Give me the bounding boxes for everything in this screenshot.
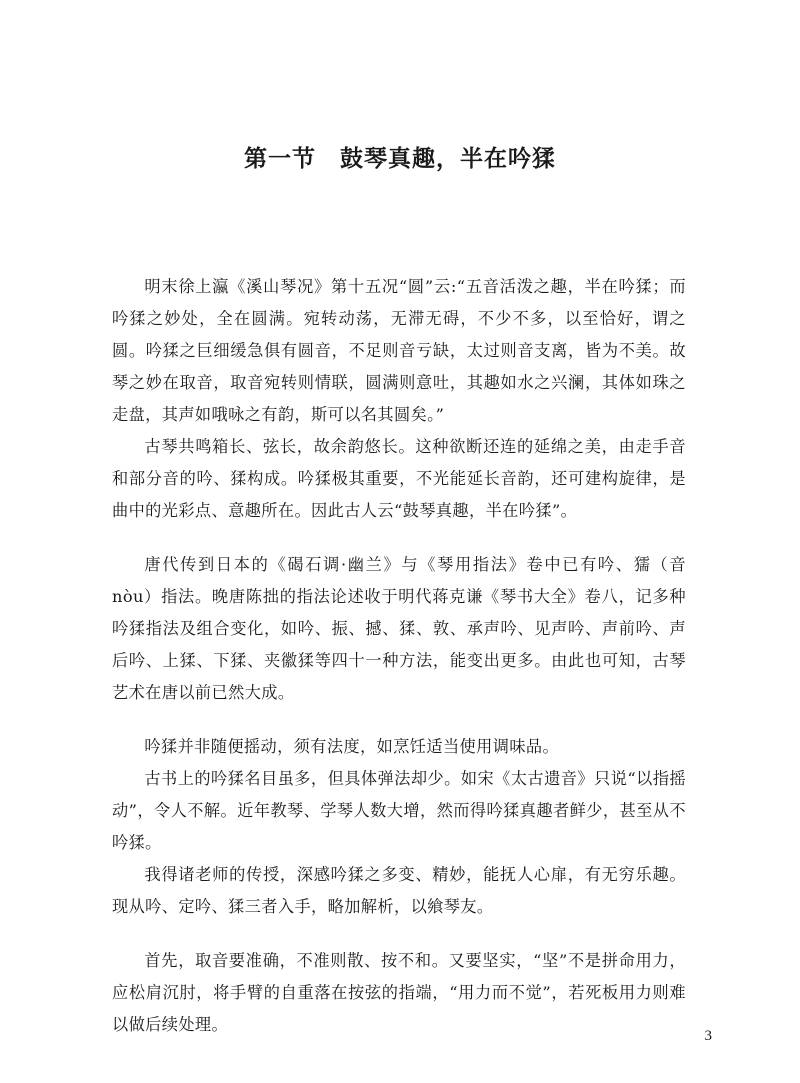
section-title: 第一节 鼓琴真趣，半在吟猱 [244, 146, 556, 172]
paragraph-7: 首先，取音要准确，不准则散、按不和。又要坚实，“坚”不是拼命用力，应松肩沉肘，将手臂的自重落在按弦的指端，“用力而不觉”，若死板用力则难以做后续处理。 [112, 951, 686, 1034]
paragraph-gap [112, 527, 686, 549]
paragraph-4: 吟猱并非随便摇动，须有法度，如烹饪适当使用调味品。 [144, 737, 560, 756]
paragraph-3: 唐代传到日本的《碣石调·幽兰》与《琴用指法》卷中已有吟、獳（音nòu）指法。晚唐陈拙的指法论述收于明代蒋克谦《琴书大全》卷八，记多种吟猱指法及组合变化，如吟、振、撼、猱、敦、承声吟、见声吟、声前吟、声后吟、上猱、下猱、夹徽猱等四十一种方法，能变出更多。由此也可知，古琴艺术在唐以前已然大成。 [112, 555, 686, 702]
paragraph-gap [112, 923, 686, 945]
paragraph-gap [112, 709, 686, 731]
paragraph-2: 古琴共鸣箱长、弦长，故余韵悠长。这种欲断还连的延绵之美，由走手音和部分音的吟、猱构成。吟猱极其重要，不光能延长音韵，还可建构旋律，是曲中的光彩点、意趣所在。因此古人云“鼓琴真趣，半在吟猱”。 [112, 437, 686, 520]
body-text [112, 271, 686, 1041]
paragraph-1: 明末徐上瀛《溪山琴况》第十五况“圆”云:“五音活泼之趣，半在吟猱；而吟猱之妙处，全在圆满。宛转动荡，无滞无碍，不少不多，以至恰好，谓之圆。吟猱之巨细缓急俱有圆音，不足则音亏缺，太过则音支离，皆为不美。故琴之妙在取音，取音宛转则情联，圆满则意吐，其趣如水之兴澜，其体如珠之走盘，其声如哦咏之有韵，斯可以名其圆矣。” [112, 277, 686, 424]
paragraph-5: 古书上的吟猱名目虽多，但具体弹法却少。如宋《太古遗音》只说“以指摇动”，令人不解。近年教琴、学琴人数大增，然而得吟猱真趣者鲜少，甚至从不吟猱。 [112, 769, 686, 852]
page-number: 3 [704, 1028, 712, 1044]
paragraph-6: 我得诸老师的传授，深感吟猱之多变、精妙，能抚人心扉，有无穷乐趣。现从吟、定吟、猱三者入手，略加解析，以飨琴友。 [112, 865, 686, 916]
